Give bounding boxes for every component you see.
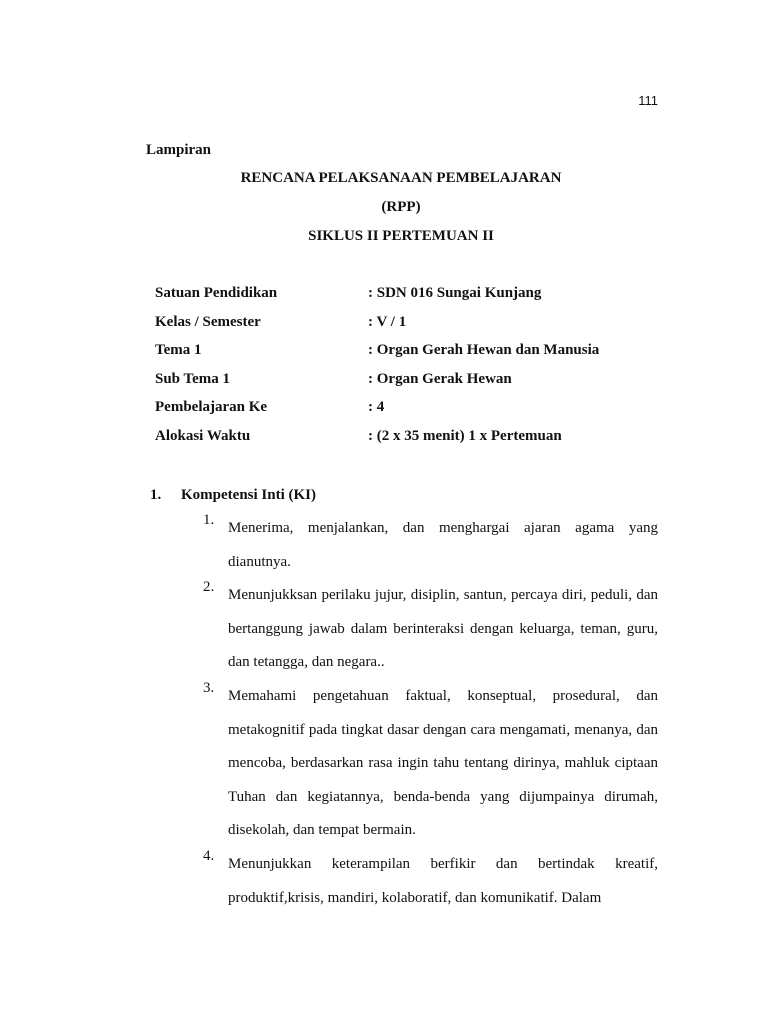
identity-row [155, 371, 675, 400]
ki-list [203, 512, 658, 915]
list-item-text: Menunjukkan keterampilan berfikir dan bertindak kreatif, produktif,krisis, mandiri, kolaboratif, dan komunikatif. Dalam [228, 855, 658, 906]
list-item [203, 512, 658, 579]
identity-row [155, 314, 675, 343]
list-item-number: 1. [203, 512, 215, 528]
identity-row [155, 399, 675, 428]
identity-label: Satuan Pendidikan [155, 285, 278, 301]
identity-value: : SDN 016 Sungai Kunjang [368, 285, 542, 301]
list-item [203, 848, 658, 915]
list-item-text: Menunjukksan perilaku jujur, disiplin, santun, percaya diri, peduli, dan bertanggung jawab dalam berinteraksi dengan keluarga, teman, guru, dan tetangga, dan negara.. [228, 587, 658, 671]
identity-value: : Organ Gerah Hewan dan Manusia [368, 342, 600, 359]
document-subtitle-rpp: (RPP) [381, 199, 421, 215]
identity-value: : V / 1 [368, 313, 407, 330]
identity-label: Sub Tema 1 [155, 370, 231, 387]
identity-row [155, 342, 675, 371]
document-title: RENCANA PELAKSANAAN PEMBELAJARAN [240, 170, 562, 186]
identity-value: : 4 [368, 399, 385, 416]
identity-label: Tema 1 [155, 342, 202, 359]
identity-value: : (2 x 35 menit) 1 x Pertemuan [368, 427, 562, 444]
list-item-number: 2. [203, 579, 215, 596]
identity-row [155, 285, 675, 314]
section-heading [150, 487, 316, 504]
list-item [203, 579, 658, 680]
list-item-text: Memahami pengetahuan faktual, konseptual, prosedural, dan metakognitif pada tingkat dasar dengan cara mengamati, menanya, dan mencoba, berdasarkan rasa ingin tahu tentang dirinya, mahluk ciptaan Tuhan dan kegiatannya, benda-benda yang dijumpainya dirumah, disekolah, dan tempat bermain. [228, 687, 658, 839]
document-subtitle-siklus: SIKLUS II PERTEMUAN II [308, 228, 494, 244]
list-item-number: 3. [203, 679, 215, 696]
identity-table [155, 285, 675, 457]
list-item [203, 680, 658, 848]
identity-label: Pembelajaran Ke [155, 399, 268, 416]
lampiran-label: Lampiran [146, 142, 212, 158]
identity-row [155, 428, 675, 457]
list-item-text: Menerima, menjalankan, dan menghargai ajaran agama yang dianutnya. [228, 520, 658, 570]
list-item-number: 4. [203, 847, 215, 864]
section-title: Kompetensi Inti (KI) [181, 487, 316, 503]
identity-label: Alokasi Waktu [155, 427, 251, 444]
page-number: 111 [638, 93, 658, 108]
identity-label: Kelas / Semester [155, 313, 261, 330]
identity-value: : Organ Gerak Hewan [368, 370, 512, 387]
section-number: 1. [150, 487, 162, 503]
